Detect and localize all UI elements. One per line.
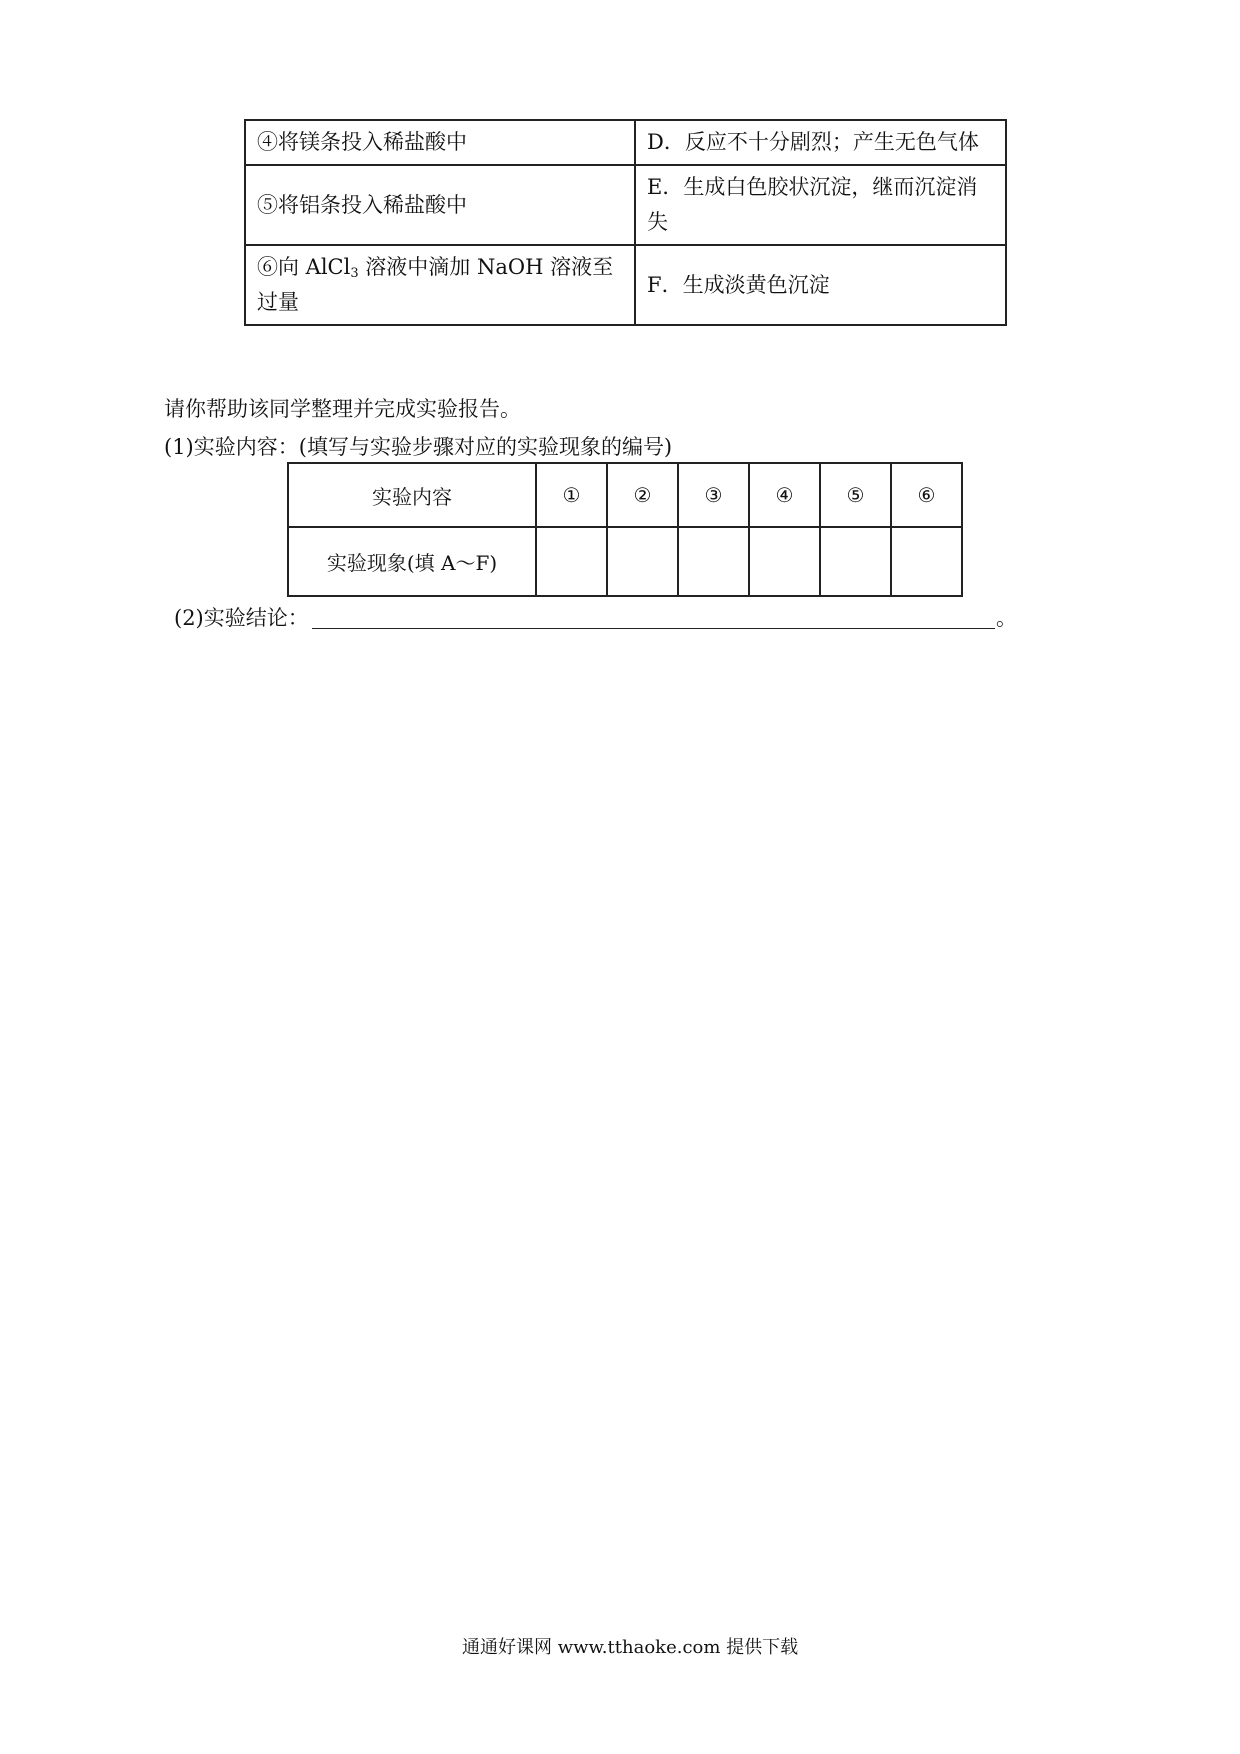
report-number-cell: ③ — [678, 463, 749, 527]
question-2-end-mark: 。 — [996, 606, 1017, 630]
step-text-suffix: 溶液中滴加 NaOH 溶液至过量 — [257, 255, 614, 314]
answer-cell[interactable] — [607, 527, 678, 596]
page-footer: 通通好课网 www.tthaoke.com 提供下载 — [462, 1637, 799, 1658]
phenomenon-cell: E．生成白色胶状沉淀，继而沉淀消失 — [635, 165, 1006, 245]
report-number-cell: ① — [536, 463, 607, 527]
answer-cell[interactable] — [891, 527, 962, 596]
question-2-label: (2)实验结论： — [174, 606, 309, 630]
step-cell: ⑤将铝条投入稀盐酸中 — [245, 165, 635, 245]
report-header-content: 实验内容 — [288, 463, 536, 527]
report-number-cell: ④ — [749, 463, 820, 527]
report-number-cell: ⑤ — [820, 463, 891, 527]
step-text-prefix: ⑥向 AlCl — [257, 255, 351, 279]
report-number-cell: ⑥ — [891, 463, 962, 527]
subscript: 3 — [350, 266, 359, 281]
report-number-cell: ② — [607, 463, 678, 527]
step-cell — [245, 245, 635, 325]
question-1-text: (1)实验内容：(填写与实验步骤对应的实验现象的编号) — [164, 435, 673, 459]
answer-cell[interactable] — [536, 527, 607, 596]
step-cell: ④将镁条投入稀盐酸中 — [245, 120, 635, 165]
report-table — [287, 462, 963, 597]
steps-table — [244, 119, 1007, 326]
phenomenon-cell: D．反应不十分剧烈；产生无色气体 — [635, 120, 1006, 165]
phenomenon-cell: F．生成淡黄色沉淀 — [635, 245, 1006, 325]
table-row — [288, 463, 962, 527]
answer-cell[interactable] — [678, 527, 749, 596]
instruction-text: 请你帮助该同学整理并完成实验报告。 — [164, 397, 521, 421]
table-row — [288, 527, 962, 596]
answer-cell[interactable] — [749, 527, 820, 596]
answer-blank-line[interactable] — [312, 628, 995, 629]
report-header-phenomenon: 实验现象(填 A～F) — [288, 527, 536, 596]
table-row — [245, 245, 1006, 325]
answer-cell[interactable] — [820, 527, 891, 596]
table-row — [245, 165, 1006, 245]
table-row — [245, 120, 1006, 165]
